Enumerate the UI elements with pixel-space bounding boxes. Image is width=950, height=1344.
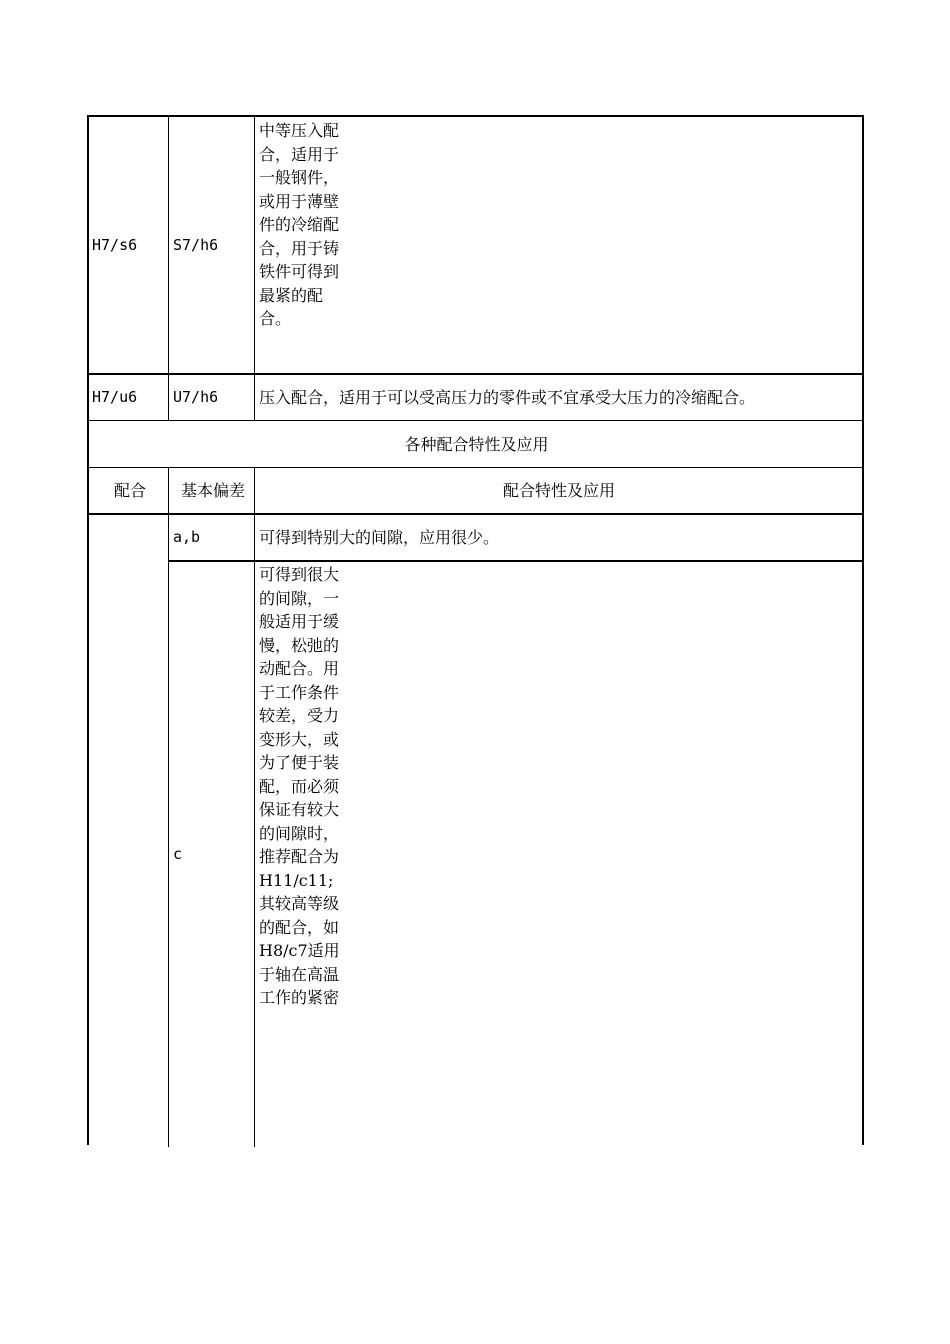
basic-deviation-cell: c [173,845,183,864]
fit-cell: H7/u6 [92,388,138,407]
row-divider [89,373,862,375]
column-divider [254,117,255,421]
alt-fit-cell: S7/h6 [173,235,219,254]
header-description: 配合特性及应用 [502,481,615,501]
row-divider [169,560,862,562]
row-divider [89,420,862,421]
header-fit: 配合 [113,481,146,501]
desc-cell [256,119,341,374]
fit-cell: H7/s6 [92,235,138,254]
fit-description: 可得到特别大的间隙，应用很少。 [259,528,500,548]
fit-description: 压入配合，适用于可以受高压力的零件或不宜承受大压力的冷缩配合。 [259,388,756,408]
row-divider [89,467,862,468]
fit-description: 中等压入配合，适用于一般钢件，或用于薄壁件的冷缩配合，用于铸铁件可得到最紧的配合。 [259,121,340,328]
alt-fit-cell: U7/h6 [173,388,219,407]
header-basic-deviation: 基本偏差 [180,481,245,501]
fit-table [87,115,864,1145]
fit-description: 可得到很大的间隙，一般适用于缓慢，松弛的动配合。用于工作条件较差，受力变形大，或为了便于装配，而必须保证有较大的间隙时，推荐配合为H11/c11;其较高等级的配合，如H8/c7适用于轴在高温工作的紧密 [259,565,340,1007]
row-divider [89,513,862,515]
column-divider [254,467,255,1147]
column-divider [168,117,169,421]
basic-deviation-cell: a,b [173,528,201,547]
section-title: 各种配合特性及应用 [404,434,549,454]
column-divider [168,467,169,1147]
desc-cell [256,563,341,1147]
